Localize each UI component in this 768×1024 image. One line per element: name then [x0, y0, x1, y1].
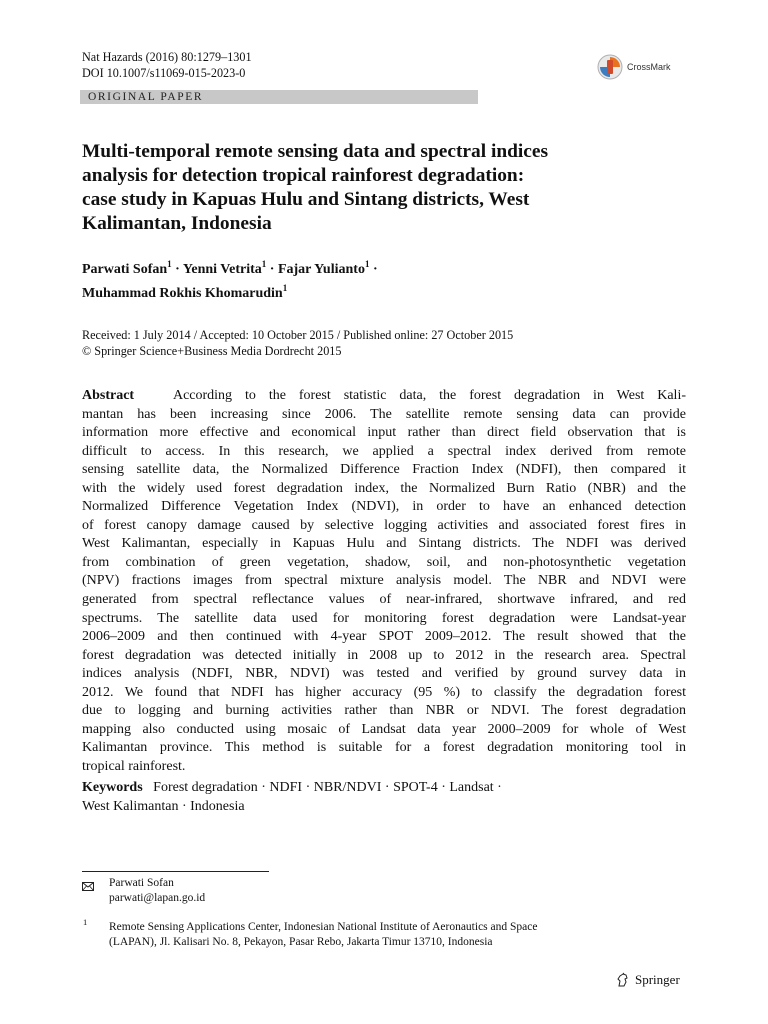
corresponding-author-email[interactable]: parwati@lapan.go.id [109, 892, 206, 904]
abstract-line: West Kalimantan, especially in Kapuas Hulu and Sintang districts. The NDFI was derived [82, 536, 686, 552]
keywords-heading: Keywords [82, 780, 143, 795]
abstract [82, 387, 686, 776]
affiliation-line: (LAPAN), Jl. Kalisari No. 8, Pekayon, Pasar Rebo, Jakarta Timur 13710, Indonesia [109, 936, 493, 948]
title-line: analysis for detection tropical rainforest degradation: [82, 165, 525, 186]
corresponding-author-name: Parwati Sofan [109, 877, 174, 889]
abstract-line: difficult to access. In this research, we applied a spectral index derived from remote [82, 443, 686, 459]
abstract-line: mapping also conducted using mosaic of Landsat data year 2000–2009 for whole of West [82, 721, 686, 737]
abstract-line: 2012. We found that NDFI has higher accuracy (95 %) to classify the degradation forest [82, 684, 686, 700]
keywords [82, 778, 502, 816]
abstract-line: (NPV) fractions images from spectral mixture analysis model. The NBR and NDVI were [82, 573, 686, 589]
title-line: case study in Kapuas Hulu and Sintang districts, West [82, 189, 530, 210]
abstract-line: indices analysis (NDFI, NBR, NDVI) was tested and verified by ground survey data in [82, 666, 686, 682]
abstract-line: from combination of green vegetation, shadow, soil, and non-photosynthetic vegetation [82, 554, 686, 570]
abstract-line: 2006–2009 and then continued with 4-year SPOT 2009–2012. The result showed that the [82, 629, 686, 645]
abstract-line: information more effective and economical input rather than direct field observation that is [82, 425, 686, 441]
title-line: Kalimantan, Indonesia [82, 213, 272, 234]
author-separator: · [266, 262, 278, 277]
section-banner [80, 90, 478, 104]
abstract-line: forest degradation was detected initially in 2008 up to 2012 in the research area. Spectral [82, 647, 686, 663]
abstract-heading: Abstract [82, 388, 135, 403]
paper-title [82, 140, 642, 236]
affiliation-line: Remote Sensing Applications Center, Indonesian National Institute of Aeronautics and Space [109, 921, 538, 933]
author-name[interactable]: Fajar Yulianto [277, 262, 365, 277]
envelope-icon [82, 882, 94, 891]
abstract-line: Normalized Difference Vegetation Index (NDVI), in order to have an enhanced detection [82, 499, 686, 515]
affiliation-marker: 1 [167, 259, 172, 269]
author-name[interactable]: Muhammad Rokhis Khomarudin [82, 286, 283, 301]
journal-citation [82, 49, 252, 81]
abstract-line: with the widely used forest degradation index, the Normalized Burn Ratio (NBR) and the [82, 480, 686, 496]
abstract-line [82, 387, 686, 406]
abstract-text: According to the forest statistic data, the forest degradation in West Kali- [172, 388, 686, 403]
publication-history [82, 327, 513, 359]
doi-line[interactable]: DOI 10.1007/s11069-015-2023-0 [82, 66, 246, 80]
crossmark-icon [597, 52, 623, 82]
crossmark-badge[interactable] [597, 52, 689, 82]
abstract-line: spectrums. The satellite data used for monitoring forest degradation were Landsat-year [82, 610, 686, 626]
springer-horse-icon [615, 972, 631, 988]
section-banner-label: ORIGINAL PAPER [88, 91, 204, 103]
abstract-line: due to logging and burning activities rather than NBR or NDVI. The forest degradation [82, 703, 686, 719]
abstract-line: mantan has been increasing since 2006. The satellite remote sensing data can provide [82, 406, 686, 422]
author-name[interactable]: Parwati Sofan [82, 262, 168, 277]
title-line: Multi-temporal remote sensing data and spectral indices [82, 141, 549, 162]
affiliation-marker: 1 [282, 283, 288, 293]
journal-line: Nat Hazards (2016) 80:1279–1301 [82, 50, 252, 64]
history-line: Received: 1 July 2014 / Accepted: 10 October 2015 / Published online: 27 October 2015 [82, 328, 514, 342]
author-name[interactable]: Yenni Vetrita [182, 262, 262, 277]
abstract-line: Kalimantan province. This method is suitable for a forest degradation monitoring tool in [82, 740, 686, 756]
keywords-list: Forest degradation · NDFI · NBR/NDVI · SPOT-4 · Landsat · [153, 780, 502, 795]
abstract-line: tropical rainforest. [82, 758, 186, 774]
affiliation-marker: 1 [364, 259, 370, 269]
abstract-line: generated from spectral reflectance values of near-infrared, shortwave infrared, and red [82, 592, 686, 608]
copyright-line: © Springer Science+Business Media Dordrecht 2015 [82, 344, 342, 358]
crossmark-label: CrossMark [627, 62, 671, 72]
author-separator: · [171, 262, 183, 277]
publisher-name: Springer [635, 972, 680, 987]
author-separator: · [369, 262, 378, 277]
publisher-logo [615, 972, 680, 988]
affiliation-marker: 1 [261, 259, 267, 269]
author-list [82, 255, 378, 303]
keywords-list: West Kalimantan · Indonesia [82, 799, 245, 814]
affiliation-number: 1 [83, 917, 88, 927]
abstract-line: of forest canopy damage caused by selective logging activities and associated forest fires in [82, 517, 686, 533]
abstract-line: sensing satellite data, the Normalized Difference Fraction Index (NDFI), then compared it [82, 462, 686, 478]
footnote-divider [82, 871, 269, 872]
